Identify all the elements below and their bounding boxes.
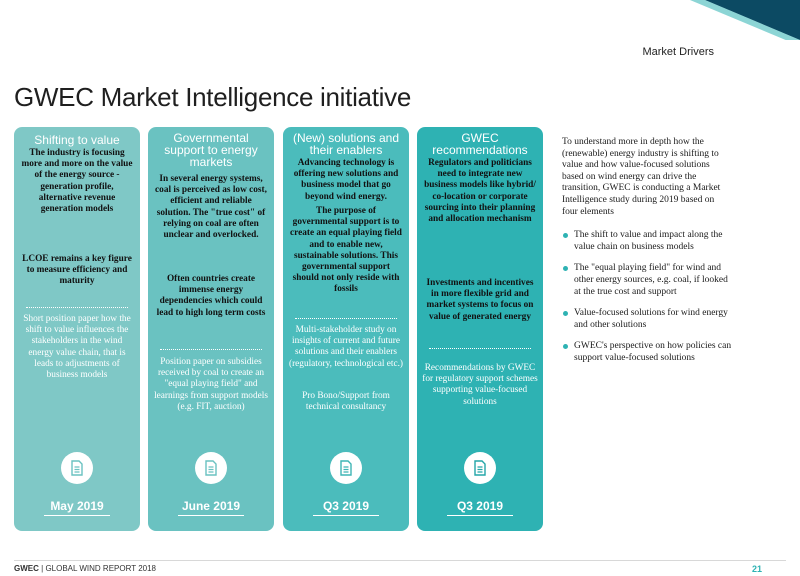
date-underline xyxy=(178,515,244,516)
bullet-text: The "equal playing field" for wind and other energy sources, e.g. coal, if looked at the true cost and support xyxy=(574,263,728,297)
document-icon xyxy=(70,460,84,476)
page-number: 21 xyxy=(751,564,762,574)
card-main-text: In several energy systems, coal is perceived as low cost, efficient and reliable solution. The "true cost" of relying on coal are often unclear and overlocked. xyxy=(155,174,267,241)
bullet-dot-icon xyxy=(563,344,568,349)
card-divider xyxy=(429,348,531,349)
bullet-dot-icon xyxy=(563,233,568,238)
card-main-text: Advancing technology is offering new solutions and business model that go beyond wind energy. xyxy=(293,158,399,202)
document-icon xyxy=(473,460,487,476)
card-title: Shifting to value xyxy=(34,133,120,147)
bullet-text: GWEC's perspective on how policies can support value-focused solutions xyxy=(574,341,732,363)
footer-separator: | xyxy=(41,564,44,573)
page-title: GWEC Market Intelligence initiative xyxy=(14,82,411,112)
corner-decoration xyxy=(670,0,800,40)
card-main-text: The industry is focusing more and more on the value of the energy source - generation profile, alternative revenue generation models xyxy=(21,148,133,215)
card-divider xyxy=(160,349,262,350)
footer-report-name: GLOBAL WIND REPORT 2018 xyxy=(45,564,156,573)
document-icon xyxy=(204,460,218,476)
footer-divider xyxy=(14,560,786,561)
card-governmental-support xyxy=(148,127,274,531)
card-date: Q3 2019 xyxy=(456,499,504,513)
bullet-item xyxy=(562,308,732,331)
document-icon-badge[interactable] xyxy=(464,452,496,484)
card-sub-text: Multi-stakeholder study on insights of current and future solutions and their enablers (regulatory, technological etc.) xyxy=(288,325,403,369)
card-main-text-2: Investments and incentives in more flexible grid and market systems to focus on value of generated energy xyxy=(426,278,534,322)
document-icon-badge[interactable] xyxy=(330,452,362,484)
document-icon-badge[interactable] xyxy=(61,452,93,484)
card-main-text-2: Often countries create immense energy dependencies which could lead to high long term costs xyxy=(156,274,266,318)
card-shifting-to-value xyxy=(14,127,140,531)
card-sub-text-2: Pro Bono/Support from technical consultancy xyxy=(302,391,390,413)
side-intro: To understand more in depth how the (renewable) energy industry is shifting to value and how value-focused solutions based on wind energy can drive the transition, GWEC is conducting a Market Intelligence study during 2019 based on four elements xyxy=(562,137,721,217)
card-gwec-recommendations xyxy=(417,127,543,531)
card-title: GWEC recommendations xyxy=(432,131,528,157)
card-title: Governmental support to energy markets xyxy=(164,131,258,169)
bullet-item xyxy=(562,263,732,298)
date-underline xyxy=(313,515,379,516)
bullet-text: Value-focused solutions for wind energy and other solutions xyxy=(574,308,728,330)
card-date: June 2019 xyxy=(181,499,241,513)
card-divider xyxy=(295,318,397,319)
document-icon xyxy=(339,460,353,476)
bullet-item xyxy=(562,230,732,253)
card-divider xyxy=(26,307,128,308)
card-date: Q3 2019 xyxy=(322,499,370,513)
bullet-dot-icon xyxy=(563,311,568,316)
card-date: May 2019 xyxy=(50,499,104,513)
footer-brand: GWEC xyxy=(14,564,39,573)
footer-left xyxy=(14,564,156,573)
side-panel xyxy=(562,137,732,375)
document-icon-badge[interactable] xyxy=(195,452,227,484)
bullet-item xyxy=(562,341,732,364)
card-sub-text: Short position paper how the shift to value influences the stakeholders in the wind energy value chain, that is leads to adjustments of business models xyxy=(23,314,131,381)
card-main-text-2: The purpose of governmental support is to create an equal playing field and to enable new, sustainable solutions. This governmental support should not only reside with fossils xyxy=(290,206,402,295)
card-new-solutions xyxy=(283,127,409,531)
bullet-text: The shift to value and impact along the value chain on business models xyxy=(574,230,723,252)
date-underline xyxy=(44,515,110,516)
card-main-text: Regulators and politicians need to integrate new business models like hybrid/ co-location or corporate sourcing into their planning and allocation mechanism xyxy=(424,158,536,225)
bullet-dot-icon xyxy=(563,266,568,271)
section-label: Market Drivers xyxy=(642,46,714,58)
card-sub-text: Position paper on subsidies received by coal to create an "equal playing field" and learnings from support models (e.g. FIT, auction) xyxy=(154,357,268,412)
card-title: (New) solutions and their enablers xyxy=(292,131,400,157)
card-main-text-2: LCOE remains a key figure to measure efficiency and maturity xyxy=(22,254,132,287)
card-sub-text: Recommendations by GWEC for regulatory support schemes supporting value-focused solutions xyxy=(422,363,538,407)
date-underline xyxy=(447,515,513,516)
